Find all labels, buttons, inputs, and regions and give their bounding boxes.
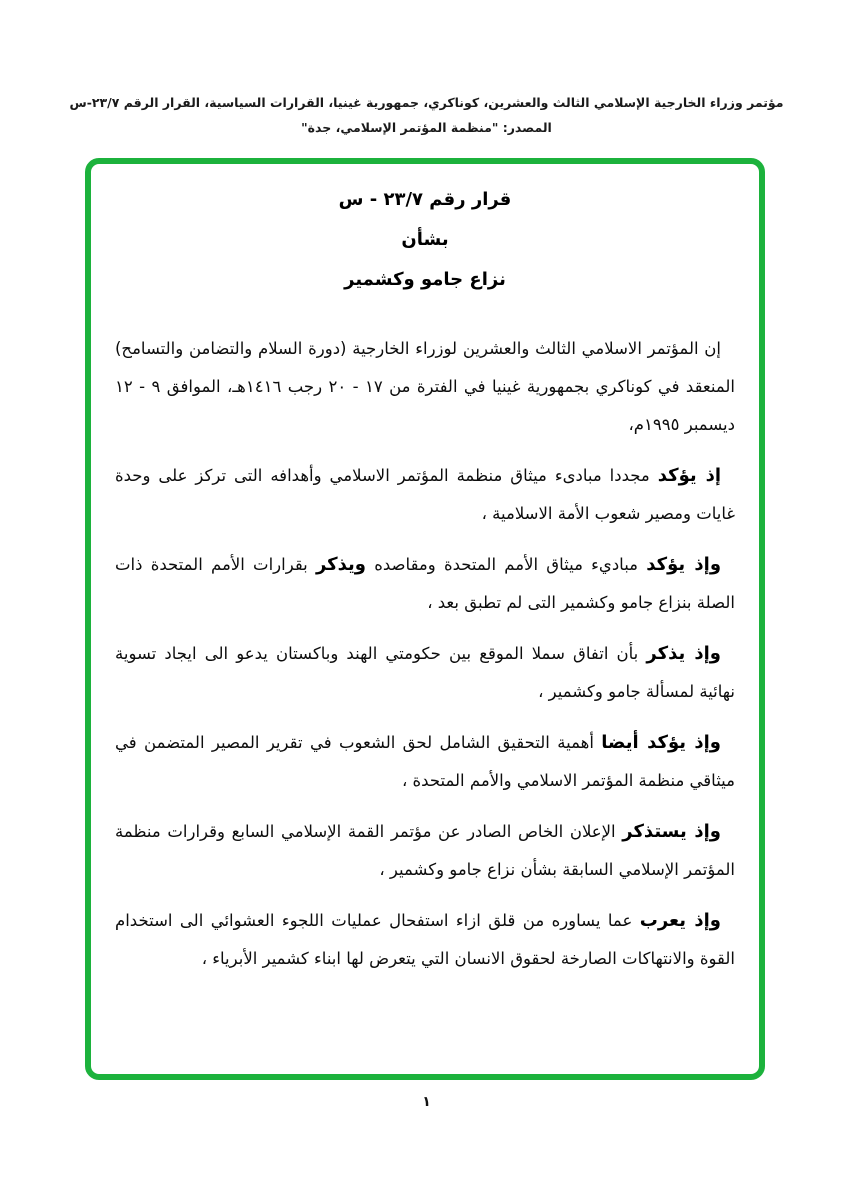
- resolution-title: [91, 180, 759, 300]
- paragraph: [115, 724, 735, 800]
- paragraph-text: بأن اتفاق سملا الموقع بين حكومتي الهند وباكستان يدعو الى ايجاد تسوية نهائية لمسألة جامو وكشمير ،: [115, 644, 735, 701]
- paragraph: [115, 635, 735, 711]
- paragraph-text: أهمية التحقيق الشامل لحق الشعوب في تقرير المصير المتضمن في ميثاقي منظمة المؤتمر الاسلامي والأمم المتحدة ،: [115, 733, 735, 790]
- source-header: [30, 90, 823, 140]
- paragraph-lead: وإذ يذكر: [646, 643, 721, 664]
- highlight-border-box: [85, 158, 765, 1080]
- paragraph-lead: إذ يؤكد: [657, 465, 721, 486]
- paragraph-lead: وإذ يعرب: [639, 910, 721, 931]
- resolution-subject: نزاع جامو وكشمير: [344, 269, 506, 290]
- paragraph: [115, 330, 735, 444]
- paragraph: [115, 813, 735, 889]
- resolution-regarding-label: بشأن: [401, 229, 449, 250]
- paragraph: [115, 546, 735, 622]
- paragraph-text: عما يساوره من قلق ازاء استفحال عمليات اللجوء العشوائي الى استخدام القوة والانتهاكات الصارخة لحقوق الانسان التي يتعرض لها ابناء كشمير الأبرياء ،: [115, 911, 735, 968]
- paragraph: [115, 457, 735, 533]
- paragraph-lead: وإذ يؤكد: [646, 554, 722, 575]
- paragraph-lead: وإذ يستذكر: [622, 821, 721, 842]
- page-number: ١: [422, 1094, 431, 1110]
- paragraph-text: إن المؤتمر الاسلامي الثالث والعشرين لوزراء الخارجية (دورة السلام والتضامن والتسامح) المنعقد في كوناكري بجمهورية غينيا في الفترة من ١٧ - ٢٠ رجب ١٤١٦هـ، الموافق ٩ - ١٢ ديسمبر ١٩٩٥م،: [115, 339, 736, 434]
- source-header-line2: المصدر: "منظمة المؤتمر الإسلامي، جدة": [301, 120, 552, 135]
- paragraph-text: الإعلان الخاص الصادر عن مؤتمر القمة الإسلامي السابع وقرارات منظمة المؤتمر الإسلامي السابقة بشأن نزاع جامو وكشمير ،: [115, 822, 735, 879]
- resolution-number: قرار رقم ٢٣/٧ - س: [338, 189, 512, 210]
- paragraph-text: بقرارات الأمم المتحدة ذات الصلة بنزاع جامو وكشمير التى لم تطبق بعد ،: [115, 555, 735, 612]
- paragraph-lead: ويذكر: [315, 554, 366, 575]
- paragraph-text: مباديء ميثاق الأمم المتحدة ومقاصده: [366, 555, 647, 574]
- resolution-body: [115, 330, 735, 978]
- paragraph-lead: وإذ يؤكد أيضا: [601, 732, 721, 753]
- paragraph: [115, 902, 735, 978]
- paragraph-text: مجددا مبادىء ميثاق منظمة المؤتمر الاسلامي وأهدافه التى تركز على وحدة غايات ومصير شعوب الأمة الاسلامية ،: [115, 466, 735, 523]
- source-header-line1: مؤتمر وزراء الخارجية الإسلامي الثالث والعشرين، كوناكري، جمهورية غينيا، القرارات السياسية، القرار الرقم ٢٣/٧-س: [69, 95, 784, 110]
